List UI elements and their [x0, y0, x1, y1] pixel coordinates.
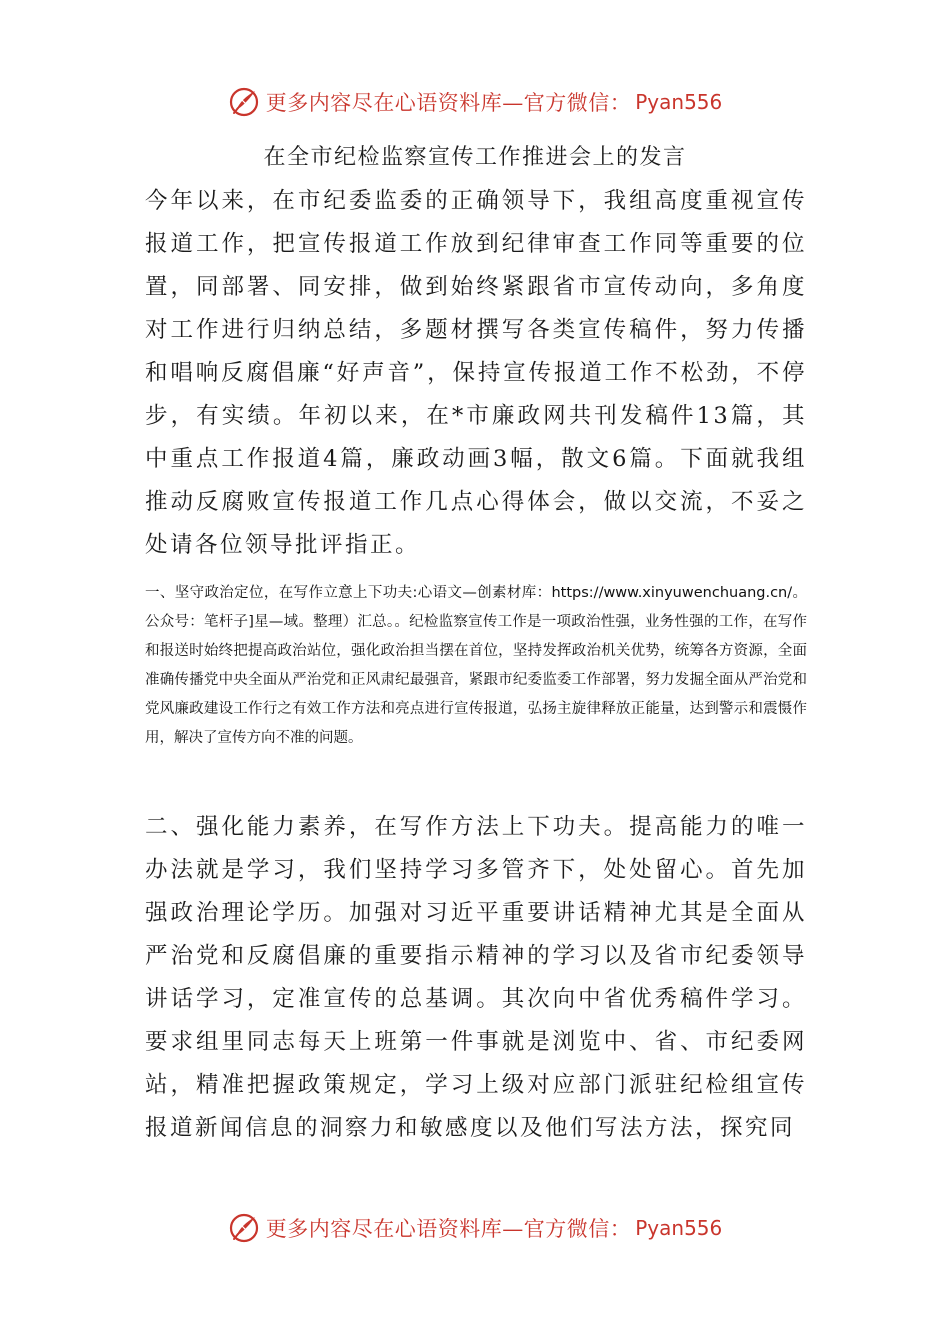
paragraph-intro: 今年以来，在市纪委监委的正确领导下，我组高度重视宣传报道工作，把宣传报道工作放到纪律审查工作同等重要的位置，同部署、同安排，做到始终紧跟省市宣传动向，多角度对工作进行归纳总结，多题材撰写各类宣传稿件，努力传播和唱响反腐倡廉“好声音”，保持宣传报道工作不松劲，不停步，有实绩。年初以来，在*市廉政网共刊发稿件13篇，其中重点工作报道4篇，廉政动画3幅，散文6篇。下面就我组推动反腐败宣传报道工作几点心得体会，做以交流，不妥之处请各位领导批评指正。 — [145, 188, 807, 558]
banner-text: 更多内容尽在心语资料库—官方微信： — [265, 91, 632, 115]
banner-text: 更多内容尽在心语资料库—官方微信： — [265, 1217, 632, 1241]
quill-pen-circle-icon — [228, 1212, 260, 1244]
banner-wechat-handle: Pyan556 — [635, 90, 723, 114]
header-banner — [0, 82, 950, 122]
document-title: 在全市纪检监察宣传工作推进会上的发言 — [263, 145, 687, 170]
quill-pen-circle-icon — [228, 86, 260, 118]
paragraph-section-2: 二、强化能力素养，在写作方法上下功夫。提高能力的唯一办法就是学习，我们坚持学习多管齐下，处处留心。首先加强政治理论学历。加强对习近平重要讲话精神尤其是全面从严治党和反腐倡廉的重要指示精神的学习以及省市纪委领导讲话学习，定准宣传的总基调。其次向中省优秀稿件学习。要求组里同志每天上班第一件事就是浏览中、省、市纪委网站，精准把握政策规定，学习上级对应部门派驻纪检组宣传报道新闻信息的洞察力和敏感度以及他们写法方法，探究同 — [145, 814, 807, 1141]
paragraph-section-1: 一、坚守政治定位，在写作立意上下功夫:心语文—创素材库：https://www.xinyuwenchuang.cn/。公众号：笔杆子]星—域。整理）汇总。。纪检监察宣传工作是一项政治性强，业务性强的工作，在写作和报送时始终把提高政治站位，强化政治担当摆在首位，坚持发挥政治机关优势，统筹各方资源，全面准确传播党中央全面从严治党和正风肃纪最强音，紧跟市纪委监委工作部署，努力发掘全面从严治党和党风廉政建设工作行之有效工作方法和亮点进行宣传报道，弘扬主旋律释放正能量，达到警示和震慑作用，解决了宣传方向不准的问题。 — [145, 585, 807, 746]
banner-wechat-handle: Pyan556 — [635, 1216, 723, 1240]
footer-banner — [0, 1208, 950, 1248]
